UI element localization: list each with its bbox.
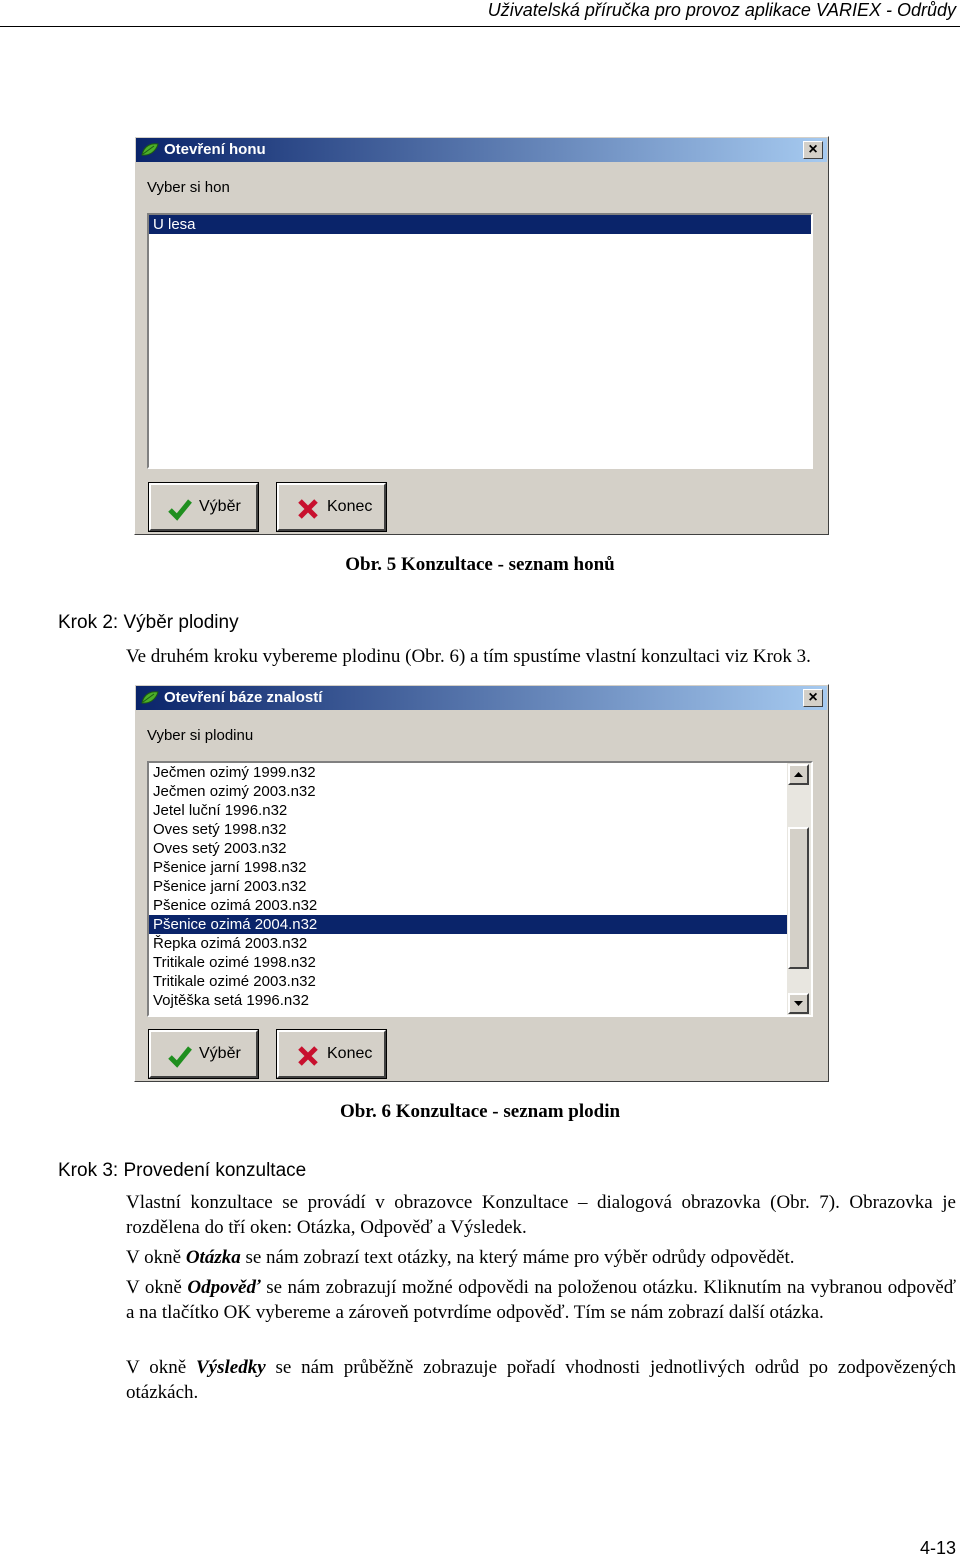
window-name-answer: Odpověď (187, 1277, 261, 1298)
text: V okně (126, 1277, 188, 1298)
dialog-title: Otevření báze znalostí (164, 689, 323, 706)
arrow-up-icon (790, 766, 807, 783)
scroll-down-button[interactable] (788, 993, 809, 1014)
figure-caption-5: Obr. 5 Konzultace - seznam honů (345, 554, 615, 575)
checkmark-icon (167, 1043, 193, 1069)
dialog-open-knowledge-base (134, 684, 829, 1082)
dialog-titlebar[interactable] (136, 138, 827, 162)
window-name-results: Výsledky (196, 1357, 266, 1378)
dialog-titlebar[interactable] (136, 686, 827, 710)
list-item[interactable]: Pšenice ozimá 2003.n32 (153, 897, 318, 914)
field-list[interactable] (147, 213, 813, 469)
section-heading-step3: Krok 3: Provedení konzultace (58, 1160, 307, 1181)
list-item[interactable]: Řepka ozimá 2003.n32 (153, 935, 308, 952)
step3-paragraph-2 (126, 1245, 956, 1270)
step3-paragraph-4 (126, 1355, 956, 1405)
step2-paragraph: Ve druhém kroku vybereme plodinu (Obr. 6) a tím spustíme vlastní konzultaci viz Krok 3. (126, 646, 811, 667)
list-item[interactable]: Ječmen ozimý 2003.n32 (153, 783, 316, 800)
page-number: 4-13 (919, 1538, 956, 1558)
dialog-prompt: Vyber si plodinu (147, 727, 254, 744)
dialog-title: Otevření honu (164, 141, 266, 158)
checkmark-icon (167, 496, 193, 522)
close-icon: × (808, 689, 818, 706)
dialog-prompt: Vyber si hon (147, 179, 230, 196)
step3-paragraph-1: Vlastní konzultace se provádí v obrazovce Konzultace – dialogová obrazovka (Obr. 7). Obrazovka je rozdělena do tří oken: Otázka, Odpověď a Výsledek. (126, 1192, 956, 1238)
exit-button[interactable] (277, 1030, 386, 1078)
page-header (0, 0, 960, 27)
list-item[interactable]: Pšenice ozimá 2004.n32 (149, 915, 787, 934)
list-item[interactable]: Pšenice jarní 2003.n32 (153, 878, 307, 895)
text: se nám zobrazují možné odpovědi na položenou otázku. Kliknutím na vybranou odpověď a na tlačítko OK vybereme a zároveň potvrdíme odpověď. Tím se nám zobrazí další otázka. (126, 1277, 957, 1323)
close-x-icon (295, 496, 321, 522)
list-item[interactable]: Tritikale ozimé 1998.n32 (153, 954, 316, 971)
dialog-open-field (134, 136, 829, 535)
list-item[interactable]: Ječmen ozimý 1999.n32 (153, 764, 316, 781)
list-item[interactable]: Oves setý 2003.n32 (153, 840, 287, 857)
exit-button-label: Konec (327, 498, 373, 515)
list-item[interactable]: Pšenice jarní 1998.n32 (153, 859, 307, 876)
select-button-label: Výběr (199, 1045, 241, 1062)
app-leaf-icon (140, 689, 160, 707)
select-button[interactable] (149, 483, 258, 531)
select-button-label: Výběr (199, 498, 241, 515)
list-item[interactable]: U lesa (149, 215, 811, 234)
select-button[interactable] (149, 1030, 258, 1078)
section-heading-step2: Krok 2: Výběr plodiny (58, 612, 239, 633)
exit-button-label: Konec (327, 1045, 373, 1062)
scroll-thumb[interactable] (788, 827, 809, 969)
figure-caption-6: Obr. 6 Konzultace - seznam plodin (339, 1101, 621, 1122)
document-title: Uživatelská příručka pro provoz aplikace VARIEX - Odrůdy (487, 0, 956, 20)
list-item[interactable]: Tritikale ozimé 2003.n32 (153, 973, 316, 990)
arrow-down-icon (790, 995, 807, 1012)
window-name-question: Otázka (185, 1247, 241, 1268)
text: se nám zobrazí text otázky, na který máme pro výběr odrůdy odpovědět. (240, 1247, 795, 1268)
scroll-up-button[interactable] (788, 764, 809, 785)
text: V okně (126, 1357, 196, 1378)
exit-button[interactable] (277, 483, 386, 531)
close-icon: × (808, 141, 818, 158)
app-leaf-icon (140, 141, 160, 159)
step3-paragraph-3 (126, 1275, 956, 1325)
text: se nám průběžně zobrazuje pořadí vhodnosti jednotlivých odrůd po zodpovězených otázkách. (126, 1357, 957, 1403)
crop-list[interactable] (147, 761, 813, 1017)
text: V okně (126, 1247, 186, 1268)
list-item[interactable]: Vojtěška setá 1996.n32 (153, 992, 309, 1009)
list-item[interactable]: Oves setý 1998.n32 (153, 821, 287, 838)
close-button[interactable] (803, 141, 823, 159)
close-x-icon (295, 1043, 321, 1069)
list-scrollbar[interactable] (787, 763, 811, 1015)
close-button[interactable] (803, 689, 823, 707)
list-item[interactable]: Jetel luční 1996.n32 (153, 802, 288, 819)
